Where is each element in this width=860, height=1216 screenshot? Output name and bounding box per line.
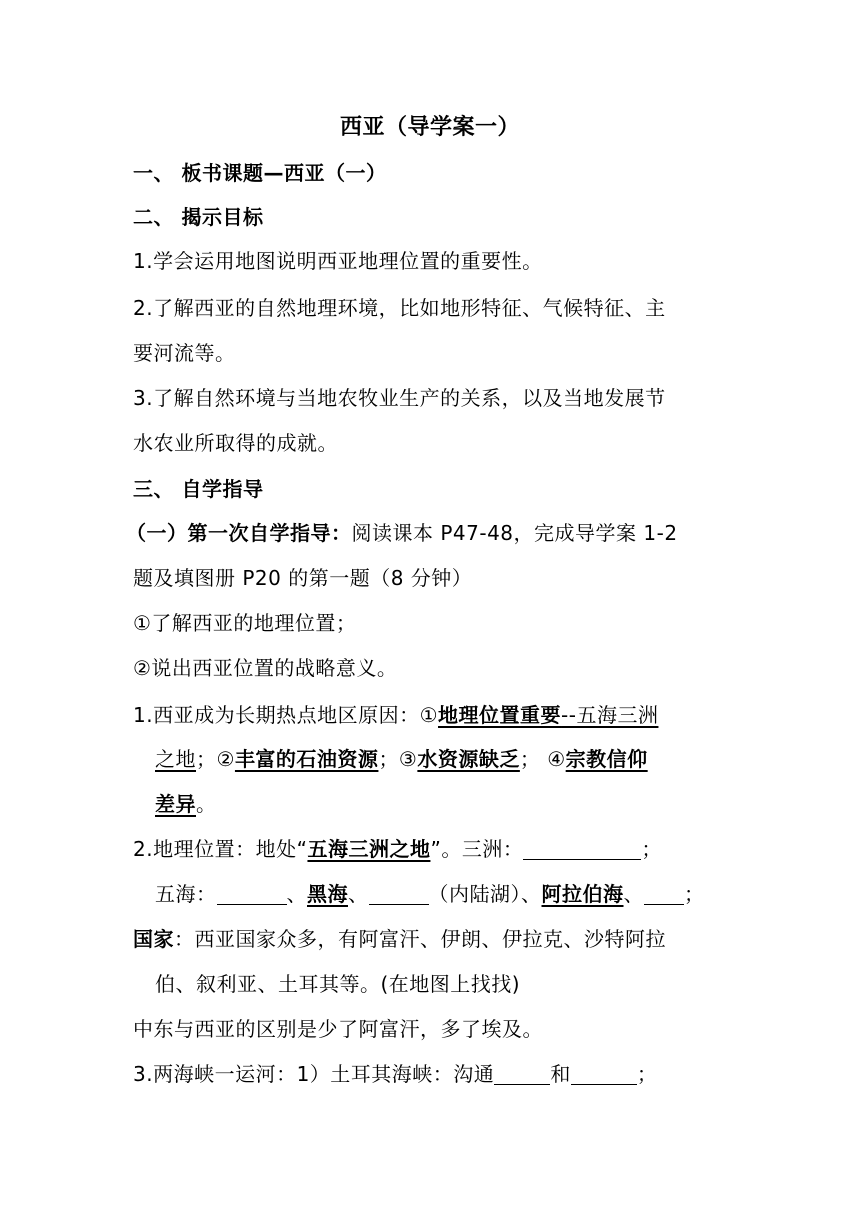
section-heading-2: 二、 揭示目标 (133, 205, 264, 229)
arabian-sea: 阿拉伯海 (541, 882, 624, 906)
reason-1-detail-end: 之地 (155, 747, 196, 771)
and-text: 和 (550, 1062, 571, 1086)
separator: ； ④ (519, 747, 566, 771)
black-sea: 黑海 (307, 882, 348, 906)
question-1-lead: 1.西亚成为长期热点地区原因：① (133, 703, 439, 727)
reason-1-detail: --五海三洲 (561, 703, 659, 727)
strait-blank-1[interactable] (494, 1062, 550, 1085)
section-heading-3: 三、 自学指导 (133, 477, 264, 501)
reason-4: 宗教信仰 (565, 747, 648, 771)
countries-line-2: 伯、叙利亚、土耳其等。(在地图上找找) (155, 972, 521, 996)
separator: ； (684, 882, 705, 906)
sea-blank-2[interactable] (369, 882, 429, 905)
guide-label: （一）第一次自学指导： (126, 521, 352, 545)
reason-1: 地理位置重要 (438, 703, 562, 727)
question-1-line-3 (155, 789, 860, 819)
separator: ；② (196, 747, 235, 771)
task-2: ②说出西亚位置的战略意义。 (133, 656, 398, 680)
sea-blank-3[interactable] (644, 882, 684, 905)
period: 。 (196, 792, 217, 816)
separator: 、 (348, 882, 369, 906)
question-3-lead: 3.两海峡一运河：1）土耳其海峡：沟通 (133, 1062, 495, 1086)
strait-blank-2[interactable] (571, 1062, 637, 1085)
countries-text-1: ：西亚国家众多，有阿富汗、伊朗、伊拉克、沙特阿拉 (174, 927, 666, 951)
separator: 、 (623, 882, 644, 906)
goal-3-line-2: 水农业所取得的成就。 (133, 431, 338, 455)
question-1-line-1 (133, 700, 860, 730)
five-seas-key: 五海三洲之地 (307, 837, 431, 861)
question-2-line-2 (155, 879, 860, 909)
section-heading-1: 一、 板书课题—西亚（一） (133, 161, 387, 185)
continents-blank[interactable] (523, 837, 641, 860)
guide-line-1 (126, 518, 860, 548)
question-3-line-1 (133, 1059, 860, 1089)
separator: 、 (286, 882, 307, 906)
page-title: 西亚（导学案一） (339, 115, 520, 140)
question-2-line-1 (133, 834, 860, 864)
separator: ； (636, 1062, 658, 1086)
countries-label: 国家 (133, 927, 174, 951)
goal-1: 1.学会运用地图说明西亚地理位置的重要性。 (133, 249, 543, 273)
separator: ；③ (378, 747, 418, 771)
goal-3-line-1: 3.了解自然环境与当地农牧业生产的关系，以及当地发展节 (133, 386, 666, 410)
guide-line-2: 题及填图册 P20 的第一题（8 分钟） (133, 566, 473, 590)
middle-east-note: 中东与西亚的区别是少了阿富汗，多了埃及。 (133, 1017, 543, 1041)
goal-2-line-2: 要河流等。 (133, 341, 236, 365)
sea-blank-1[interactable] (217, 882, 287, 905)
three-continents-label: ”。三洲： (430, 837, 524, 861)
reason-2: 丰富的石油资源 (234, 747, 379, 771)
goal-2-line-1: 2.了解西亚的自然地理环境，比如地形特征、气候特征、主 (133, 296, 666, 320)
five-seas-label: 五海： (155, 882, 217, 906)
countries-line-1 (133, 924, 860, 954)
inland-lake-note: （内陆湖）、 (428, 882, 542, 906)
separator: ； (641, 837, 662, 861)
reason-4-end: 差异 (155, 792, 196, 816)
guide-text-1: 阅读课本 P47-48，完成导学案 1-2 (351, 521, 678, 545)
reason-3: 水资源缺乏 (417, 747, 520, 771)
question-2-lead: 2.地理位置：地处“ (133, 837, 308, 861)
task-1: ①了解西亚的地理位置； (133, 611, 357, 635)
question-1-line-2 (155, 744, 860, 774)
